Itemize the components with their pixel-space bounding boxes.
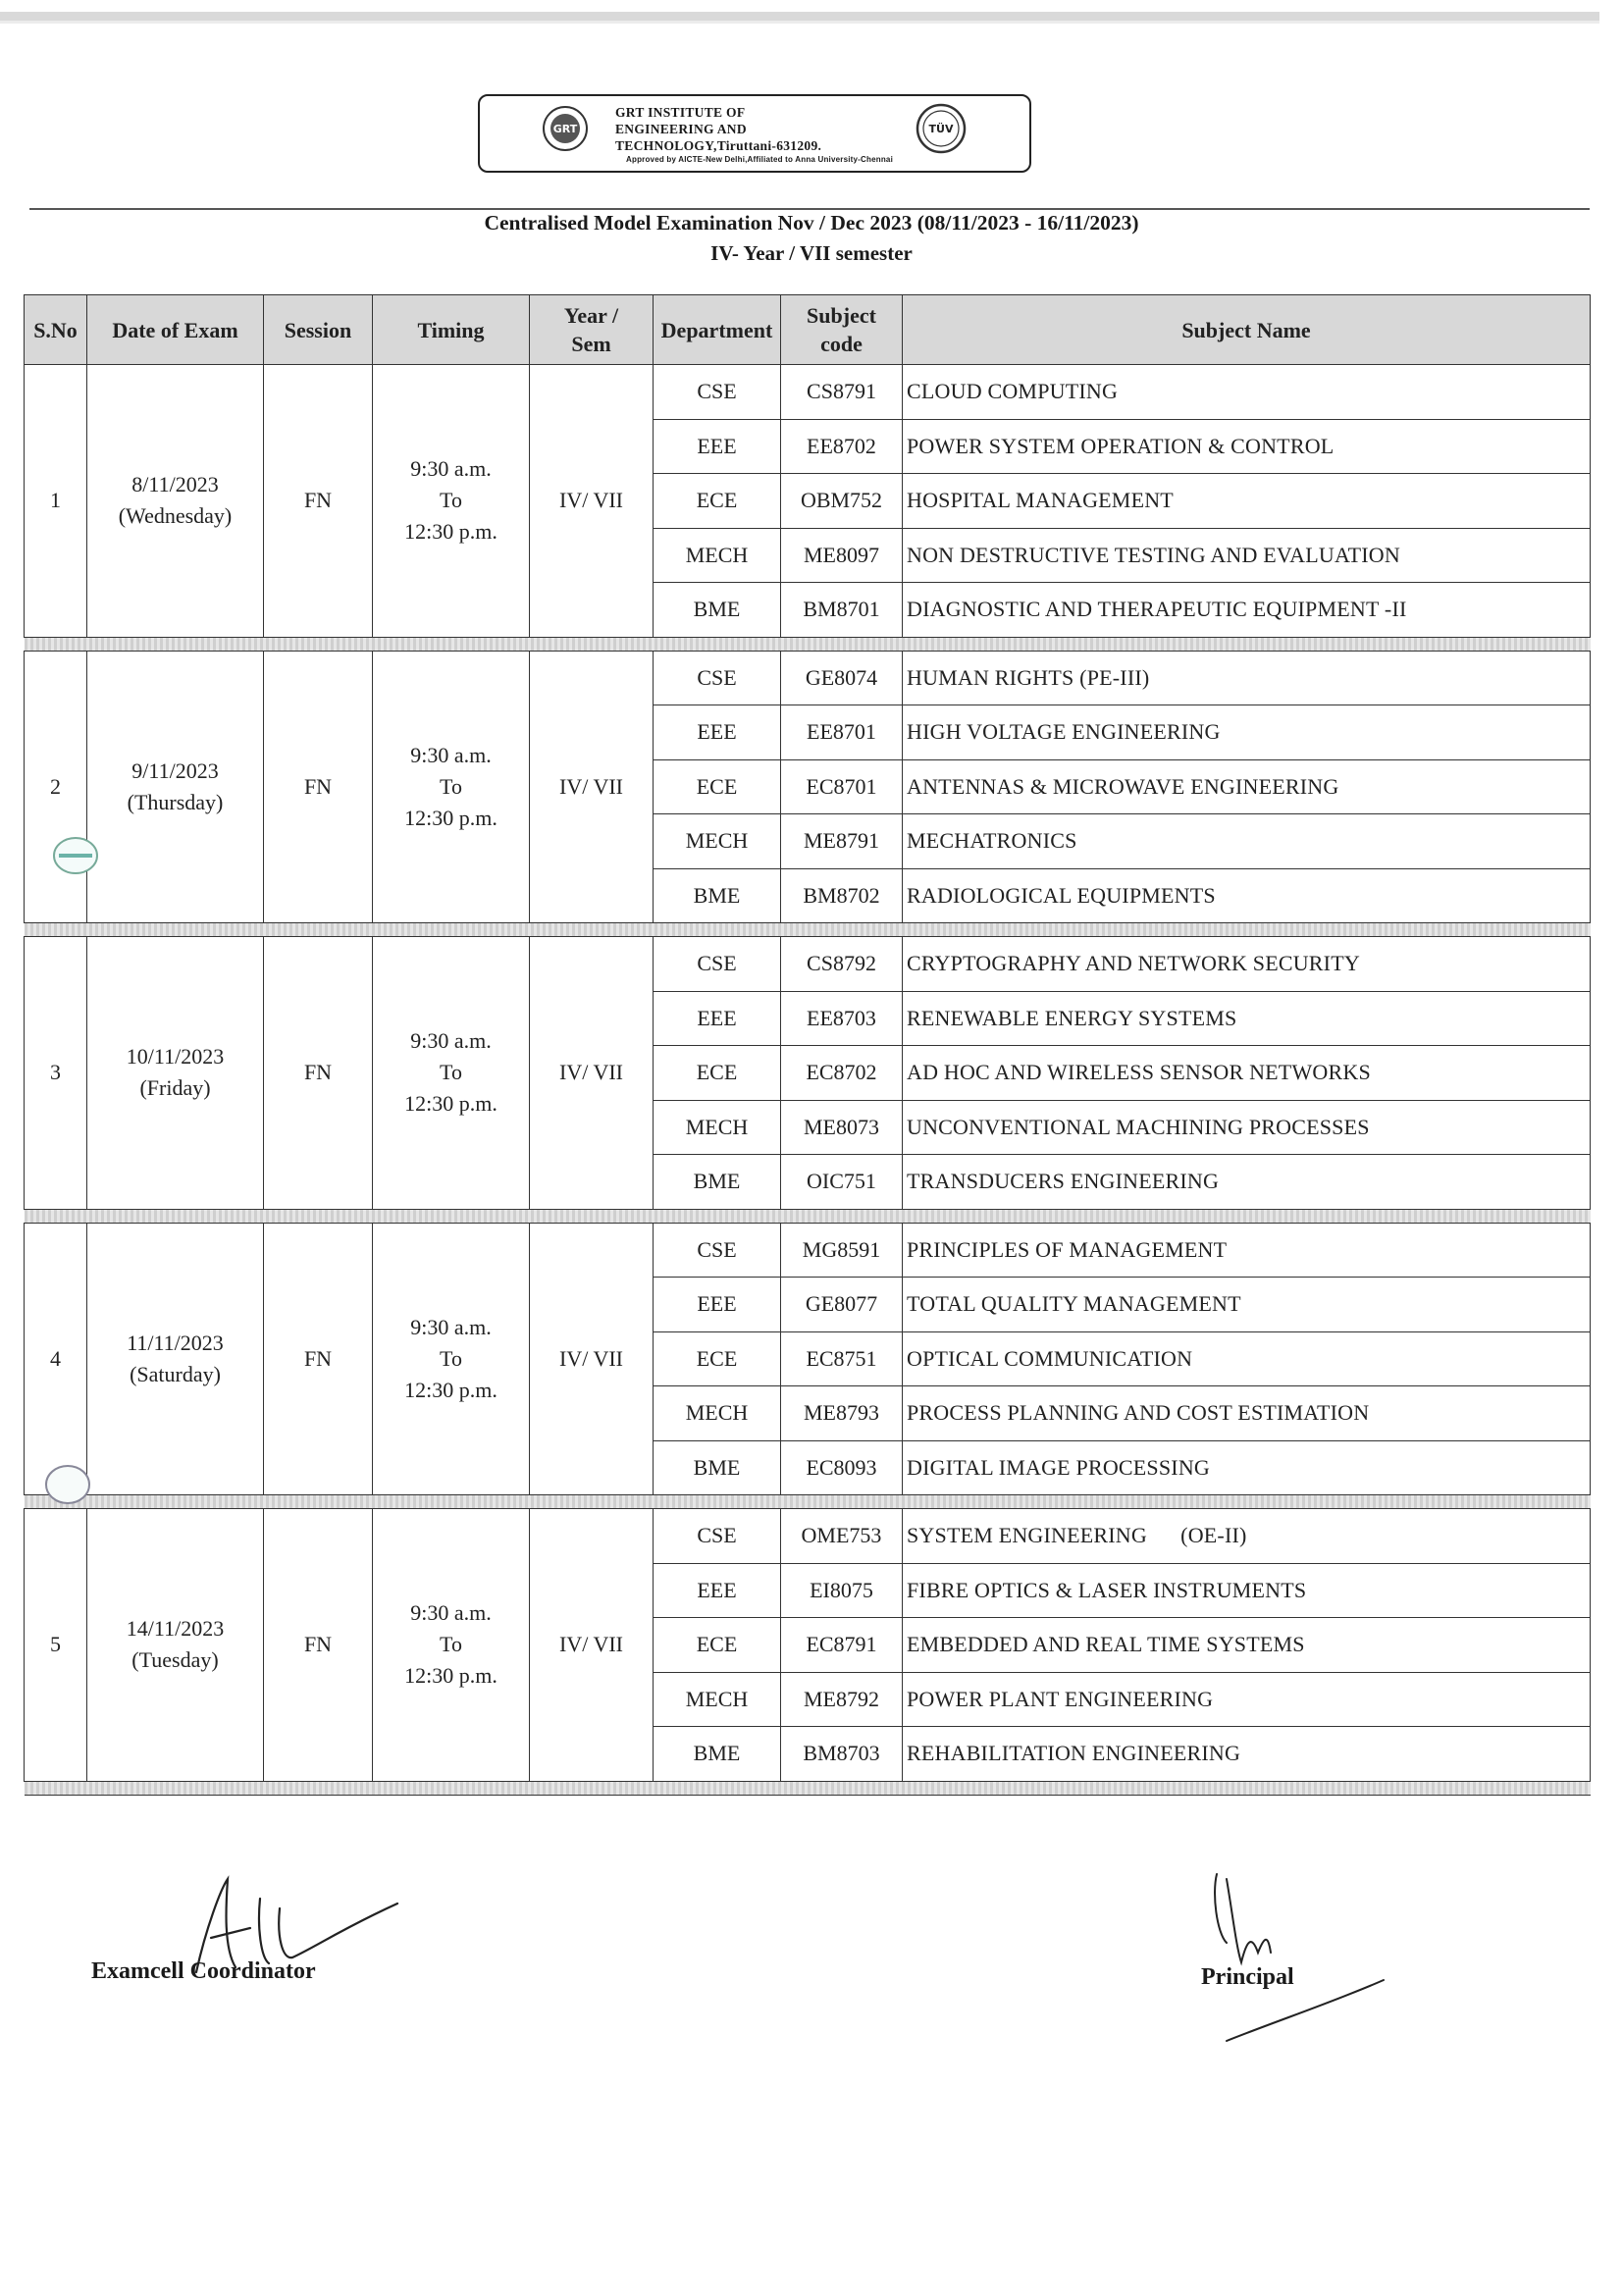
time-to-word: To <box>440 773 462 799</box>
department-cell: EEE <box>654 991 781 1046</box>
subject-name-cell: UNCONVENTIONAL MACHINING PROCESSES <box>903 1100 1591 1155</box>
time-to-word: To <box>440 1632 462 1657</box>
table-row <box>25 365 1591 420</box>
timing-cell <box>373 365 530 638</box>
date-cell <box>87 365 264 638</box>
department-cell: CSE <box>654 365 781 420</box>
department-cell: MECH <box>654 1672 781 1727</box>
exam-day: (Saturday) <box>130 1361 221 1386</box>
subject-code-cell: EC8791 <box>781 1618 903 1673</box>
day-separator-row <box>25 1781 1591 1795</box>
principal-signature <box>1197 1854 1393 2051</box>
timing-cell <box>373 1509 530 1782</box>
department-cell: BME <box>654 583 781 638</box>
day-separator <box>25 637 1591 651</box>
subject-name-cell: POWER PLANT ENGINEERING <box>903 1672 1591 1727</box>
scan-edge-shadow <box>0 12 1599 21</box>
exam-date: 14/11/2023 <box>126 1616 225 1642</box>
subject-name-cell: POWER SYSTEM OPERATION & CONTROL <box>903 419 1591 474</box>
department-cell: EEE <box>654 705 781 760</box>
table-row <box>25 1509 1591 1564</box>
subject-code-cell: GE8077 <box>781 1278 903 1332</box>
time-to: 12:30 p.m. <box>404 1091 497 1117</box>
col-header-timing: Timing <box>373 295 530 365</box>
year-sem-cell: IV/ VII <box>530 651 654 923</box>
principal-signature-label: Principal <box>1201 1964 1294 1990</box>
table-row <box>25 1223 1591 1278</box>
day-separator-row <box>25 1495 1591 1509</box>
department-cell: CSE <box>654 1509 781 1564</box>
department-cell: EEE <box>654 1278 781 1332</box>
subject-code-cell: BM8702 <box>781 868 903 923</box>
certification-seal-icon <box>915 102 968 155</box>
subject-name-cell: TOTAL QUALITY MANAGEMENT <box>903 1278 1591 1332</box>
subject-code-cell: ME8097 <box>781 528 903 583</box>
subject-name-cell: HOSPITAL MANAGEMENT <box>903 474 1591 529</box>
department-cell: MECH <box>654 1386 781 1441</box>
department-cell: MECH <box>654 1100 781 1155</box>
department-cell: ECE <box>654 759 781 814</box>
header-line: Year / <box>563 303 619 328</box>
subject-code-cell: GE8074 <box>781 651 903 705</box>
day-separator <box>25 1495 1591 1509</box>
sno-cell: 5 <box>25 1509 87 1782</box>
institution-name <box>615 104 910 154</box>
session-cell: FN <box>264 651 373 923</box>
session-cell: FN <box>264 1509 373 1782</box>
department-cell: EEE <box>654 1563 781 1618</box>
subject-name-cell: RADIOLOGICAL EQUIPMENTS <box>903 868 1591 923</box>
subject-name-cell: PROCESS PLANNING AND COST ESTIMATION <box>903 1386 1591 1441</box>
subject-code-cell: EE8701 <box>781 705 903 760</box>
time-from: 9:30 a.m. <box>410 1314 492 1339</box>
department-cell: CSE <box>654 651 781 705</box>
subject-name-cell: EMBEDDED AND REAL TIME SYSTEMS <box>903 1618 1591 1673</box>
session-cell: FN <box>264 1223 373 1495</box>
day-separator <box>25 1209 1591 1223</box>
exam-date: 8/11/2023 <box>131 472 219 497</box>
subject-name-cell: RENEWABLE ENERGY SYSTEMS <box>903 991 1591 1046</box>
time-to: 12:30 p.m. <box>404 519 497 545</box>
exam-day: (Wednesday) <box>118 503 233 529</box>
session-cell: FN <box>264 365 373 638</box>
seal-text: TÜV <box>928 123 954 135</box>
table-header-row <box>25 295 1591 365</box>
sno-cell: 4 <box>25 1223 87 1495</box>
subject-name-cell: DIGITAL IMAGE PROCESSING <box>903 1440 1591 1495</box>
department-cell: BME <box>654 868 781 923</box>
timetable-body <box>25 365 1591 1796</box>
institution-approval: Approved by AICTE-New Delhi,Affiliated to Anna University-Chennai <box>626 155 893 164</box>
exam-date: 9/11/2023 <box>131 757 219 783</box>
subject-name-cell: FIBRE OPTICS & LASER INSTRUMENTS <box>903 1563 1591 1618</box>
table-row <box>25 937 1591 992</box>
subject-code-cell: EC8701 <box>781 759 903 814</box>
subject-code-cell: MG8591 <box>781 1223 903 1278</box>
exam-timetable <box>24 294 1591 1796</box>
emblem-text: GRT <box>552 123 578 135</box>
col-header-session: Session <box>264 295 373 365</box>
time-from: 9:30 a.m. <box>410 1600 492 1626</box>
time-to-word: To <box>440 1345 462 1371</box>
subject-code-cell: OME753 <box>781 1509 903 1564</box>
subject-code-cell: EE8702 <box>781 419 903 474</box>
subject-code-cell: EC8702 <box>781 1046 903 1101</box>
subject-code-cell: EE8703 <box>781 991 903 1046</box>
department-cell: BME <box>654 1727 781 1782</box>
subject-code-cell: ME8792 <box>781 1672 903 1727</box>
scan-edge-shadow-light <box>0 21 1599 24</box>
time-to: 12:30 p.m. <box>404 1377 497 1402</box>
header-line: Subject <box>807 303 876 328</box>
subject-name-cell: TRANSDUCERS ENGINEERING <box>903 1155 1591 1210</box>
day-separator-row <box>25 923 1591 937</box>
header-line: code <box>820 332 863 356</box>
subject-name-cell: MECHATRONICS <box>903 814 1591 869</box>
header-line: Sem <box>571 332 611 356</box>
subject-code-cell: EC8751 <box>781 1331 903 1386</box>
col-header-year-sem <box>530 295 654 365</box>
exam-date: 10/11/2023 <box>126 1044 225 1070</box>
day-separator <box>25 1781 1591 1795</box>
day-separator <box>25 923 1591 937</box>
subject-code-cell: ME8073 <box>781 1100 903 1155</box>
subject-code-cell: CS8791 <box>781 365 903 420</box>
institution-emblem-icon <box>541 104 590 153</box>
sno-cell: 3 <box>25 937 87 1210</box>
time-from: 9:30 a.m. <box>410 742 492 767</box>
subject-code-cell: EC8093 <box>781 1440 903 1495</box>
subject-name-cell: CRYPTOGRAPHY AND NETWORK SECURITY <box>903 937 1591 992</box>
department-cell: MECH <box>654 528 781 583</box>
table-row <box>25 651 1591 705</box>
date-cell <box>87 651 264 923</box>
col-header-subject-name: Subject Name <box>903 295 1591 365</box>
department-cell: CSE <box>654 1223 781 1278</box>
subject-name-cell: NON DESTRUCTIVE TESTING AND EVALUATION <box>903 528 1591 583</box>
coordinator-signature-label: Examcell Coordinator <box>91 1958 316 1984</box>
date-cell <box>87 1509 264 1782</box>
subject-code-cell: OIC751 <box>781 1155 903 1210</box>
department-cell: ECE <box>654 1046 781 1101</box>
department-cell: CSE <box>654 937 781 992</box>
exam-day: (Friday) <box>139 1075 211 1101</box>
col-header-date: Date of Exam <box>87 295 264 365</box>
subject-name-cell: PRINCIPLES OF MANAGEMENT <box>903 1223 1591 1278</box>
timing-cell <box>373 651 530 923</box>
subject-code-cell: OBM752 <box>781 474 903 529</box>
sno-cell: 1 <box>25 365 87 638</box>
timing-cell <box>373 937 530 1210</box>
subject-name-cell: ANTENNAS & MICROWAVE ENGINEERING <box>903 759 1591 814</box>
session-cell: FN <box>264 937 373 1210</box>
subject-code-cell: ME8791 <box>781 814 903 869</box>
subject-name-cell: SYSTEM ENGINEERING (OE-II) <box>903 1509 1591 1564</box>
time-to-word: To <box>440 488 462 513</box>
subject-name-cell: HIGH VOLTAGE ENGINEERING <box>903 705 1591 760</box>
punch-hole-mark <box>43 1462 92 1507</box>
subject-code-cell: BM8703 <box>781 1727 903 1782</box>
exam-subtitle: IV- Year / VII semester <box>710 241 913 265</box>
exam-date: 11/11/2023 <box>127 1330 224 1355</box>
department-cell: EEE <box>654 419 781 474</box>
department-cell: ECE <box>654 1618 781 1673</box>
subject-name-cell: REHABILITATION ENGINEERING <box>903 1727 1591 1782</box>
department-cell: BME <box>654 1440 781 1495</box>
year-sem-cell: IV/ VII <box>530 937 654 1210</box>
institution-name-line: TECHNOLOGY,Tiruttani-631209. <box>615 138 822 153</box>
department-cell: MECH <box>654 814 781 869</box>
time-from: 9:30 a.m. <box>410 456 492 482</box>
institution-name-line: ENGINEERING AND <box>615 122 747 136</box>
department-cell: BME <box>654 1155 781 1210</box>
institution-name-line: GRT INSTITUTE OF <box>615 105 746 120</box>
date-cell <box>87 937 264 1210</box>
day-separator-row <box>25 1209 1591 1223</box>
year-sem-cell: IV/ VII <box>530 365 654 638</box>
subject-name-cell: HUMAN RIGHTS (PE-III) <box>903 651 1591 705</box>
timing-cell <box>373 1223 530 1495</box>
subject-code-cell: BM8701 <box>781 583 903 638</box>
time-to-word: To <box>440 1060 462 1085</box>
time-to: 12:30 p.m. <box>404 1663 497 1689</box>
subject-name-cell: DIAGNOSTIC AND THERAPEUTIC EQUIPMENT -II <box>903 583 1591 638</box>
exam-day: (Thursday) <box>127 789 224 814</box>
subject-code-cell: CS8792 <box>781 937 903 992</box>
department-cell: ECE <box>654 1331 781 1386</box>
exam-day: (Tuesday) <box>131 1647 219 1673</box>
subject-name-cell: CLOUD COMPUTING <box>903 365 1591 420</box>
sno-cell: 2 <box>25 651 87 923</box>
col-header-sno: S.No <box>25 295 87 365</box>
subject-name-cell: AD HOC AND WIRELESS SENSOR NETWORKS <box>903 1046 1591 1101</box>
punch-hole-mark <box>51 834 100 877</box>
col-header-department: Department <box>654 295 781 365</box>
department-cell: ECE <box>654 474 781 529</box>
col-header-subject-code <box>781 295 903 365</box>
time-from: 9:30 a.m. <box>410 1028 492 1054</box>
subject-code-cell: ME8793 <box>781 1386 903 1441</box>
date-cell <box>87 1223 264 1495</box>
subject-name-cell: OPTICAL COMMUNICATION <box>903 1331 1591 1386</box>
subject-code-cell: EI8075 <box>781 1563 903 1618</box>
year-sem-cell: IV/ VII <box>530 1509 654 1782</box>
exam-title: Centralised Model Examination Nov / Dec 2023 (08/11/2023 - 16/11/2023) <box>484 211 1139 235</box>
institution-header <box>478 94 1031 173</box>
time-to: 12:30 p.m. <box>404 805 497 830</box>
year-sem-cell: IV/ VII <box>530 1223 654 1495</box>
day-separator-row <box>25 637 1591 651</box>
